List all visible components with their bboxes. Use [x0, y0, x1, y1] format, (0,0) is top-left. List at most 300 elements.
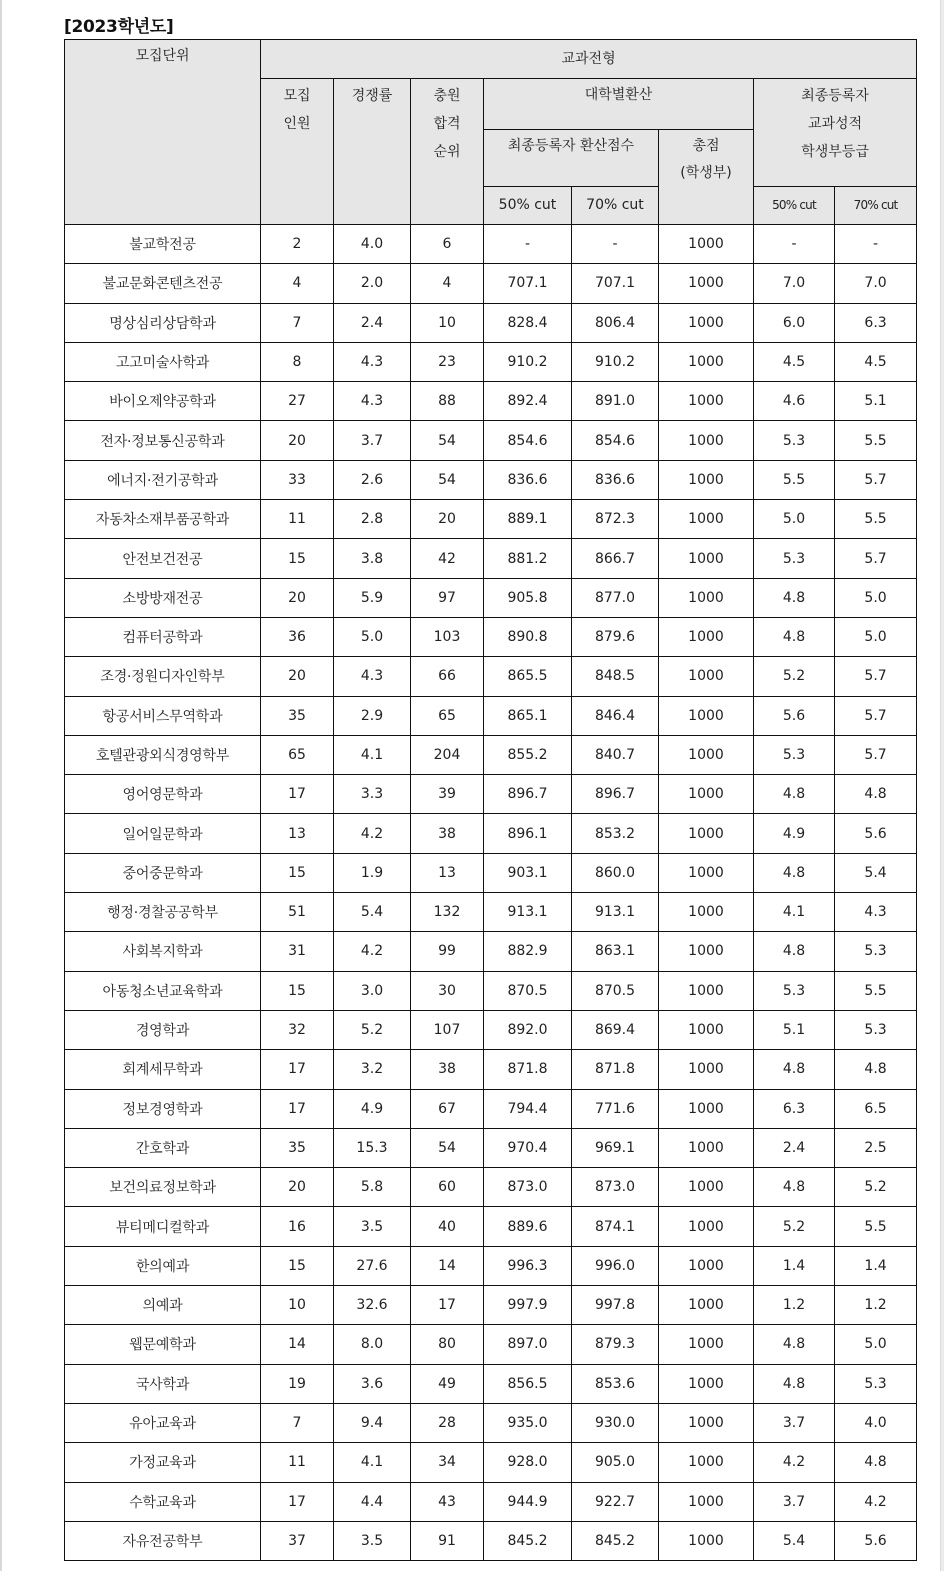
- cell-score50: 865.5: [484, 657, 572, 696]
- header-univ-conversion: 대학별환산: [484, 79, 754, 130]
- cell-grade70: 5.0: [835, 578, 917, 617]
- cell-recruit: 17: [261, 1050, 334, 1089]
- cell-competition: 5.4: [334, 893, 411, 932]
- cell-grade70: 6.5: [835, 1089, 917, 1128]
- cell-total: 1000: [659, 971, 754, 1010]
- cell-recruit: 17: [261, 1089, 334, 1128]
- cell-score70: 969.1: [572, 1128, 659, 1167]
- cell-score70: 877.0: [572, 578, 659, 617]
- cell-unit: 소방방재전공: [65, 578, 261, 617]
- cell-score50: -: [484, 225, 572, 264]
- cell-unit: 컴퓨터공학과: [65, 617, 261, 656]
- cell-total: 1000: [659, 696, 754, 735]
- cell-waitlist: 40: [411, 1207, 484, 1246]
- cell-waitlist: 30: [411, 971, 484, 1010]
- cell-score50: 855.2: [484, 735, 572, 774]
- cell-grade50: 4.9: [754, 814, 835, 853]
- cell-total: 1000: [659, 853, 754, 892]
- cell-score70: 860.0: [572, 853, 659, 892]
- cell-recruit: 15: [261, 539, 334, 578]
- cell-total: 1000: [659, 1403, 754, 1442]
- cell-recruit: 31: [261, 932, 334, 971]
- table-body: [65, 225, 917, 1561]
- cell-grade70: 5.7: [835, 539, 917, 578]
- table-row: [65, 853, 917, 892]
- cell-unit: 중어중문학과: [65, 853, 261, 892]
- table-row: [65, 1325, 917, 1364]
- cell-grade70: 5.5: [835, 1207, 917, 1246]
- cell-grade70: 4.8: [835, 1050, 917, 1089]
- cell-grade50: 1.2: [754, 1286, 835, 1325]
- cell-grade70: 5.5: [835, 971, 917, 1010]
- cell-grade50: 5.1: [754, 1010, 835, 1049]
- cell-waitlist: 17: [411, 1286, 484, 1325]
- cell-score50: 873.0: [484, 1168, 572, 1207]
- cell-grade50: 4.8: [754, 1364, 835, 1403]
- cell-total: 1000: [659, 264, 754, 303]
- cell-waitlist: 65: [411, 696, 484, 735]
- cell-grade70: 6.3: [835, 303, 917, 342]
- cell-grade50: 3.7: [754, 1482, 835, 1521]
- table-row: [65, 932, 917, 971]
- cell-recruit: 15: [261, 1246, 334, 1285]
- cell-waitlist: 60: [411, 1168, 484, 1207]
- cell-score50: 913.1: [484, 893, 572, 932]
- cell-grade70: 4.3: [835, 893, 917, 932]
- table-row: [65, 1050, 917, 1089]
- cell-grade50: 5.5: [754, 460, 835, 499]
- cell-grade50: 1.4: [754, 1246, 835, 1285]
- cell-grade50: 4.8: [754, 578, 835, 617]
- cell-score70: 913.1: [572, 893, 659, 932]
- cell-grade70: 1.2: [835, 1286, 917, 1325]
- cell-waitlist: 20: [411, 500, 484, 539]
- cell-grade50: 2.4: [754, 1128, 835, 1167]
- cell-score50: 856.5: [484, 1364, 572, 1403]
- cell-score50: 903.1: [484, 853, 572, 892]
- cell-unit: 아동청소년교육학과: [65, 971, 261, 1010]
- table-row: [65, 539, 917, 578]
- cell-unit: 안전보건전공: [65, 539, 261, 578]
- cell-recruit: 15: [261, 971, 334, 1010]
- cell-waitlist: 43: [411, 1482, 484, 1521]
- cell-grade70: 5.7: [835, 735, 917, 774]
- cell-score50: 865.1: [484, 696, 572, 735]
- cell-score50: 845.2: [484, 1521, 572, 1560]
- table-row: [65, 1443, 917, 1482]
- cell-score70: 922.7: [572, 1482, 659, 1521]
- cell-recruit: 35: [261, 696, 334, 735]
- cell-grade50: 5.3: [754, 735, 835, 774]
- cell-unit: 국사학과: [65, 1364, 261, 1403]
- cell-competition: 3.5: [334, 1521, 411, 1560]
- cell-score70: 930.0: [572, 1403, 659, 1442]
- header-grade-cut70: 70% cut: [835, 187, 917, 225]
- cell-competition: 4.2: [334, 814, 411, 853]
- table-row: [65, 1010, 917, 1049]
- cell-grade70: 5.5: [835, 421, 917, 460]
- table-row: [65, 617, 917, 656]
- cell-total: 1000: [659, 1325, 754, 1364]
- cell-waitlist: 88: [411, 382, 484, 421]
- cell-total: 1000: [659, 303, 754, 342]
- cell-grade50: 6.0: [754, 303, 835, 342]
- header-total-points: 총점 (학생부): [659, 130, 754, 225]
- header-unit: 모집단위: [65, 40, 261, 225]
- cell-unit: 보건의료정보학과: [65, 1168, 261, 1207]
- header-competition: 경쟁률: [334, 79, 411, 225]
- cell-unit: 경영학과: [65, 1010, 261, 1049]
- cell-score70: 869.4: [572, 1010, 659, 1049]
- cell-recruit: 10: [261, 1286, 334, 1325]
- cell-unit: 행정·경찰공공학부: [65, 893, 261, 932]
- cell-score70: 846.4: [572, 696, 659, 735]
- cell-grade70: -: [835, 225, 917, 264]
- table-row: [65, 225, 917, 264]
- cell-total: 1000: [659, 382, 754, 421]
- cell-total: 1000: [659, 932, 754, 971]
- cell-recruit: 11: [261, 500, 334, 539]
- cell-score70: 853.2: [572, 814, 659, 853]
- cell-recruit: 16: [261, 1207, 334, 1246]
- table-row: [65, 1482, 917, 1521]
- cell-score70: 874.1: [572, 1207, 659, 1246]
- table-row: [65, 893, 917, 932]
- cell-score50: 707.1: [484, 264, 572, 303]
- cell-competition: 4.2: [334, 932, 411, 971]
- cell-recruit: 13: [261, 814, 334, 853]
- cell-score50: 970.4: [484, 1128, 572, 1167]
- cell-unit: 에너지·전기공학과: [65, 460, 261, 499]
- cell-recruit: 7: [261, 303, 334, 342]
- cell-grade70: 4.0: [835, 1403, 917, 1442]
- cell-unit: 자동차소재부품공학과: [65, 500, 261, 539]
- cell-recruit: 8: [261, 342, 334, 381]
- cell-recruit: 35: [261, 1128, 334, 1167]
- cell-waitlist: 6: [411, 225, 484, 264]
- cell-total: 1000: [659, 500, 754, 539]
- cell-recruit: 33: [261, 460, 334, 499]
- cell-recruit: 65: [261, 735, 334, 774]
- cell-competition: 5.2: [334, 1010, 411, 1049]
- cell-competition: 4.3: [334, 342, 411, 381]
- cell-grade70: 1.4: [835, 1246, 917, 1285]
- cell-competition: 15.3: [334, 1128, 411, 1167]
- cell-recruit: 20: [261, 1168, 334, 1207]
- cell-score50: 910.2: [484, 342, 572, 381]
- cell-score50: 996.3: [484, 1246, 572, 1285]
- cell-waitlist: 204: [411, 735, 484, 774]
- cell-waitlist: 132: [411, 893, 484, 932]
- header-score-cut70: 70% cut: [572, 187, 659, 225]
- cell-unit: 불교문화콘텐츠전공: [65, 264, 261, 303]
- cell-score70: 910.2: [572, 342, 659, 381]
- cell-recruit: 14: [261, 1325, 334, 1364]
- cell-grade50: 3.7: [754, 1403, 835, 1442]
- cell-competition: 3.3: [334, 775, 411, 814]
- page-title: [2023학년도]: [64, 17, 174, 37]
- table-row: [65, 657, 917, 696]
- cell-score70: 771.6: [572, 1089, 659, 1128]
- cell-grade50: 5.2: [754, 1207, 835, 1246]
- cell-score50: 836.6: [484, 460, 572, 499]
- cell-score70: 845.2: [572, 1521, 659, 1560]
- cell-score50: 871.8: [484, 1050, 572, 1089]
- cell-grade70: 4.8: [835, 775, 917, 814]
- cell-grade50: 4.8: [754, 617, 835, 656]
- table-row: [65, 421, 917, 460]
- cell-total: 1000: [659, 342, 754, 381]
- cell-grade70: 5.3: [835, 1364, 917, 1403]
- table-row: [65, 1403, 917, 1442]
- cell-recruit: 51: [261, 893, 334, 932]
- cell-recruit: 20: [261, 421, 334, 460]
- cell-grade70: 5.7: [835, 460, 917, 499]
- cell-grade70: 5.7: [835, 657, 917, 696]
- cell-recruit: 37: [261, 1521, 334, 1560]
- cell-competition: 2.4: [334, 303, 411, 342]
- cell-grade70: 4.2: [835, 1482, 917, 1521]
- cell-competition: 2.0: [334, 264, 411, 303]
- cell-grade70: 5.7: [835, 696, 917, 735]
- cell-total: 1000: [659, 1364, 754, 1403]
- cell-grade70: 7.0: [835, 264, 917, 303]
- cell-score70: 836.6: [572, 460, 659, 499]
- cell-competition: 32.6: [334, 1286, 411, 1325]
- cell-competition: 27.6: [334, 1246, 411, 1285]
- cell-total: 1000: [659, 1286, 754, 1325]
- cell-grade50: 5.2: [754, 657, 835, 696]
- cell-grade70: 4.5: [835, 342, 917, 381]
- cell-unit: 수학교육과: [65, 1482, 261, 1521]
- cell-score50: 892.0: [484, 1010, 572, 1049]
- cell-grade70: 5.6: [835, 1521, 917, 1560]
- cell-waitlist: 39: [411, 775, 484, 814]
- cell-grade50: 4.6: [754, 382, 835, 421]
- cell-score50: 896.7: [484, 775, 572, 814]
- cell-score70: 863.1: [572, 932, 659, 971]
- cell-recruit: 32: [261, 1010, 334, 1049]
- cell-recruit: 2: [261, 225, 334, 264]
- cell-waitlist: 67: [411, 1089, 484, 1128]
- cell-unit: 정보경영학과: [65, 1089, 261, 1128]
- cell-waitlist: 23: [411, 342, 484, 381]
- table-row: [65, 303, 917, 342]
- table-row: [65, 578, 917, 617]
- table-row: [65, 814, 917, 853]
- cell-grade50: 5.3: [754, 539, 835, 578]
- cell-score70: 896.7: [572, 775, 659, 814]
- cell-grade50: 4.8: [754, 775, 835, 814]
- cell-score50: 881.2: [484, 539, 572, 578]
- cell-waitlist: 38: [411, 814, 484, 853]
- cell-grade50: 5.3: [754, 421, 835, 460]
- cell-grade70: 5.0: [835, 617, 917, 656]
- table-row: [65, 971, 917, 1010]
- cell-grade50: 4.8: [754, 1325, 835, 1364]
- cell-score50: 935.0: [484, 1403, 572, 1442]
- cell-grade50: 5.0: [754, 500, 835, 539]
- cell-score50: 889.6: [484, 1207, 572, 1246]
- cell-grade70: 5.4: [835, 853, 917, 892]
- cell-grade50: 6.3: [754, 1089, 835, 1128]
- cell-competition: 4.0: [334, 225, 411, 264]
- cell-grade70: 5.3: [835, 1010, 917, 1049]
- cell-total: 1000: [659, 814, 754, 853]
- table-row: [65, 1207, 917, 1246]
- cell-score50: 889.1: [484, 500, 572, 539]
- cell-score50: 928.0: [484, 1443, 572, 1482]
- cell-competition: 4.4: [334, 1482, 411, 1521]
- cell-score70: -: [572, 225, 659, 264]
- page-left-border: [0, 0, 2, 1571]
- cell-waitlist: 42: [411, 539, 484, 578]
- cell-competition: 5.8: [334, 1168, 411, 1207]
- cell-total: 1000: [659, 421, 754, 460]
- cell-grade70: 2.5: [835, 1128, 917, 1167]
- cell-competition: 2.6: [334, 460, 411, 499]
- cell-total: 1000: [659, 1246, 754, 1285]
- cell-score70: 905.0: [572, 1443, 659, 1482]
- cell-unit: 자유전공학부: [65, 1521, 261, 1560]
- cell-waitlist: 54: [411, 460, 484, 499]
- cell-grade50: 4.2: [754, 1443, 835, 1482]
- cell-grade50: -: [754, 225, 835, 264]
- cell-unit: 불교학전공: [65, 225, 261, 264]
- cell-total: 1000: [659, 539, 754, 578]
- cell-total: 1000: [659, 1443, 754, 1482]
- cell-recruit: 4: [261, 264, 334, 303]
- cell-unit: 간호학과: [65, 1128, 261, 1167]
- table-row: [65, 342, 917, 381]
- cell-score50: 794.4: [484, 1089, 572, 1128]
- cell-unit: 영어영문학과: [65, 775, 261, 814]
- table-row: [65, 1089, 917, 1128]
- cell-recruit: 7: [261, 1403, 334, 1442]
- cell-score70: 871.8: [572, 1050, 659, 1089]
- cell-competition: 4.3: [334, 382, 411, 421]
- cell-total: 1000: [659, 578, 754, 617]
- cell-competition: 4.1: [334, 735, 411, 774]
- cell-grade50: 7.0: [754, 264, 835, 303]
- cell-waitlist: 54: [411, 1128, 484, 1167]
- cell-competition: 2.8: [334, 500, 411, 539]
- cell-unit: 바이오제약공학과: [65, 382, 261, 421]
- cell-waitlist: 38: [411, 1050, 484, 1089]
- cell-waitlist: 14: [411, 1246, 484, 1285]
- cell-unit: 사회복지학과: [65, 932, 261, 971]
- cell-recruit: 17: [261, 775, 334, 814]
- cell-score70: 848.5: [572, 657, 659, 696]
- table-row: [65, 696, 917, 735]
- cell-score70: 891.0: [572, 382, 659, 421]
- cell-score50: 890.8: [484, 617, 572, 656]
- cell-grade50: 4.5: [754, 342, 835, 381]
- cell-waitlist: 107: [411, 1010, 484, 1049]
- cell-score70: 707.1: [572, 264, 659, 303]
- cell-recruit: 36: [261, 617, 334, 656]
- header-recruit: 모집 인원: [261, 79, 334, 225]
- cell-total: 1000: [659, 657, 754, 696]
- cell-total: 1000: [659, 1089, 754, 1128]
- cell-total: 1000: [659, 1207, 754, 1246]
- cell-unit: 한의예과: [65, 1246, 261, 1285]
- table-row: [65, 1246, 917, 1285]
- cell-total: 1000: [659, 735, 754, 774]
- cell-score70: 866.7: [572, 539, 659, 578]
- cell-grade50: 4.1: [754, 893, 835, 932]
- table-row: [65, 460, 917, 499]
- cell-competition: 4.1: [334, 1443, 411, 1482]
- cell-total: 1000: [659, 617, 754, 656]
- cell-grade70: 5.3: [835, 932, 917, 971]
- cell-grade50: 4.8: [754, 1168, 835, 1207]
- cell-grade50: 4.8: [754, 1050, 835, 1089]
- cell-score50: 828.4: [484, 303, 572, 342]
- cell-score50: 897.0: [484, 1325, 572, 1364]
- cell-unit: 웹문예학과: [65, 1325, 261, 1364]
- table-row: [65, 500, 917, 539]
- cell-competition: 3.2: [334, 1050, 411, 1089]
- cell-recruit: 19: [261, 1364, 334, 1403]
- cell-grade70: 5.5: [835, 500, 917, 539]
- cell-total: 1000: [659, 460, 754, 499]
- cell-score70: 873.0: [572, 1168, 659, 1207]
- cell-grade70: 5.6: [835, 814, 917, 853]
- cell-waitlist: 99: [411, 932, 484, 971]
- cell-score50: 882.9: [484, 932, 572, 971]
- cell-waitlist: 28: [411, 1403, 484, 1442]
- cell-unit: 가정교육과: [65, 1443, 261, 1482]
- cell-grade50: 5.3: [754, 971, 835, 1010]
- cell-waitlist: 4: [411, 264, 484, 303]
- cell-score70: 996.0: [572, 1246, 659, 1285]
- cell-competition: 3.0: [334, 971, 411, 1010]
- cell-grade70: 5.1: [835, 382, 917, 421]
- header-waitlist: 충원 합격 순위: [411, 79, 484, 225]
- header-group: 교과전형: [261, 40, 917, 79]
- cell-unit: 조경·정원디자인학부: [65, 657, 261, 696]
- cell-score70: 997.8: [572, 1286, 659, 1325]
- table-row: [65, 1286, 917, 1325]
- cell-score50: 997.9: [484, 1286, 572, 1325]
- cell-unit: 항공서비스무역학과: [65, 696, 261, 735]
- cell-competition: 1.9: [334, 853, 411, 892]
- header-grade-cut50: 50% cut: [754, 187, 835, 225]
- cell-grade50: 5.6: [754, 696, 835, 735]
- cell-competition: 3.5: [334, 1207, 411, 1246]
- cell-competition: 4.9: [334, 1089, 411, 1128]
- table-row: [65, 382, 917, 421]
- cell-competition: 2.9: [334, 696, 411, 735]
- cell-score70: 870.5: [572, 971, 659, 1010]
- cell-score70: 840.7: [572, 735, 659, 774]
- cell-recruit: 20: [261, 657, 334, 696]
- cell-score70: 879.3: [572, 1325, 659, 1364]
- cell-recruit: 15: [261, 853, 334, 892]
- cell-competition: 4.3: [334, 657, 411, 696]
- cell-score70: 872.3: [572, 500, 659, 539]
- table-row: [65, 264, 917, 303]
- cell-score50: 854.6: [484, 421, 572, 460]
- cell-unit: 의예과: [65, 1286, 261, 1325]
- cell-recruit: 20: [261, 578, 334, 617]
- cell-score70: 854.6: [572, 421, 659, 460]
- cell-grade70: 5.0: [835, 1325, 917, 1364]
- cell-waitlist: 97: [411, 578, 484, 617]
- cell-total: 1000: [659, 1010, 754, 1049]
- cell-grade50: 4.8: [754, 932, 835, 971]
